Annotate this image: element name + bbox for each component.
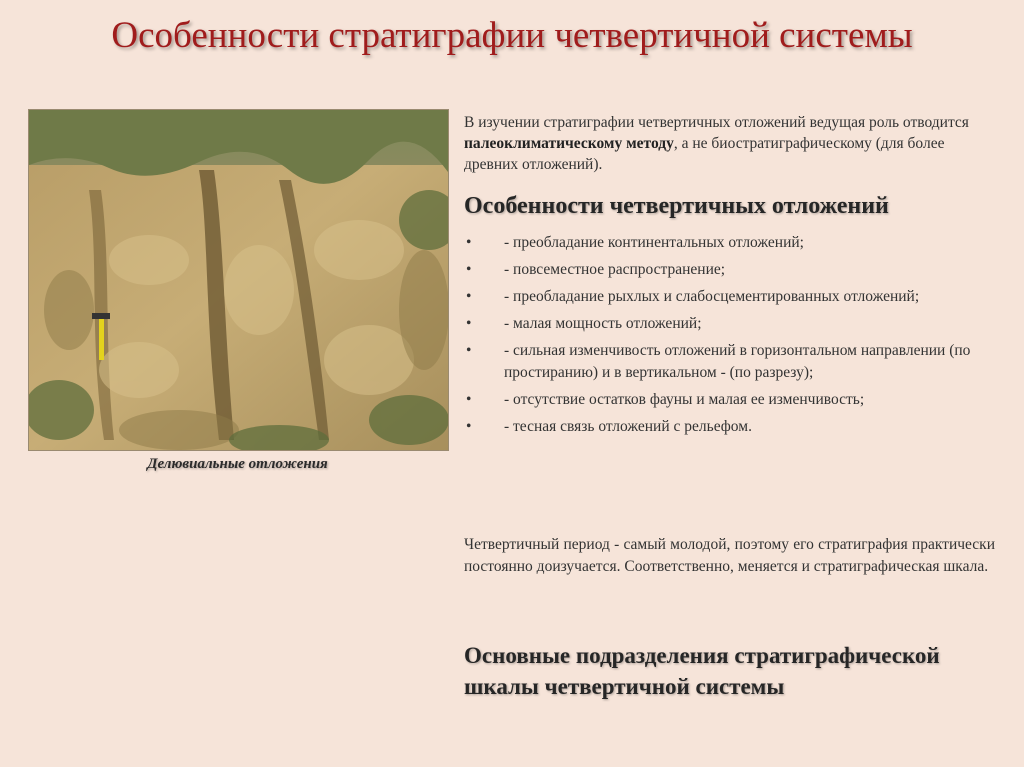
intro-block	[464, 113, 994, 176]
list-item-text: - малая мощность отложений;	[504, 315, 702, 332]
list-item-text: - повсеместное распространение;	[504, 261, 726, 278]
intro-paragraph	[464, 113, 994, 176]
list-item	[464, 286, 984, 308]
list-item-text: - сильная изменчивость отложений в горизонтальном направлении (по простиранию) и в вертикальном - (по разрезу);	[504, 342, 971, 381]
subdivisions-heading: Основные подразделения стратиграфической шкалы четвертичной системы	[464, 643, 940, 700]
intro-text-end: , а не биостратиграфическому (для более древних отложений).	[464, 134, 945, 173]
list-item	[464, 389, 984, 411]
photo-caption: Делювиальные отложения	[147, 456, 328, 472]
slide-title: Особенности стратиграфии четвертичной системы	[111, 15, 913, 56]
intro-text-start: В изучении стратиграфии четвертичных отложений ведущая роль отводится	[464, 114, 969, 131]
bullet-icon: •	[466, 391, 472, 408]
intro-bold-term: палеоклиматическому методу	[464, 134, 674, 152]
bullet-icon: •	[466, 315, 472, 332]
list-item	[464, 232, 984, 254]
list-item-text: - отсутствие остатков фауны и малая ее изменчивость;	[504, 391, 865, 408]
features-heading: Особенности четвертичных отложений	[464, 193, 889, 219]
list-item	[464, 259, 984, 281]
bullet-icon: •	[466, 418, 472, 435]
list-item-text: - преобладание рыхлых и слабосцементированных отложений;	[504, 288, 920, 305]
list-item	[464, 416, 984, 438]
period-paragraph: Четвертичный период - самый молодой, поэтому его стратиграфия практически постоянно доизучается. Соответственно, меняется и стратиграфическая шкала.	[464, 536, 995, 576]
list-item-text: - преобладание континентальных отложений;	[504, 234, 804, 251]
bullet-icon: •	[466, 234, 472, 251]
list-item	[464, 313, 984, 335]
features-list	[464, 232, 984, 443]
outcrop-photo	[28, 109, 449, 451]
bullet-icon: •	[466, 342, 472, 359]
bullet-icon: •	[466, 261, 472, 278]
bullet-icon: •	[466, 288, 472, 305]
list-item	[464, 340, 984, 384]
list-item-text: - тесная связь отложений с рельефом.	[504, 418, 752, 435]
